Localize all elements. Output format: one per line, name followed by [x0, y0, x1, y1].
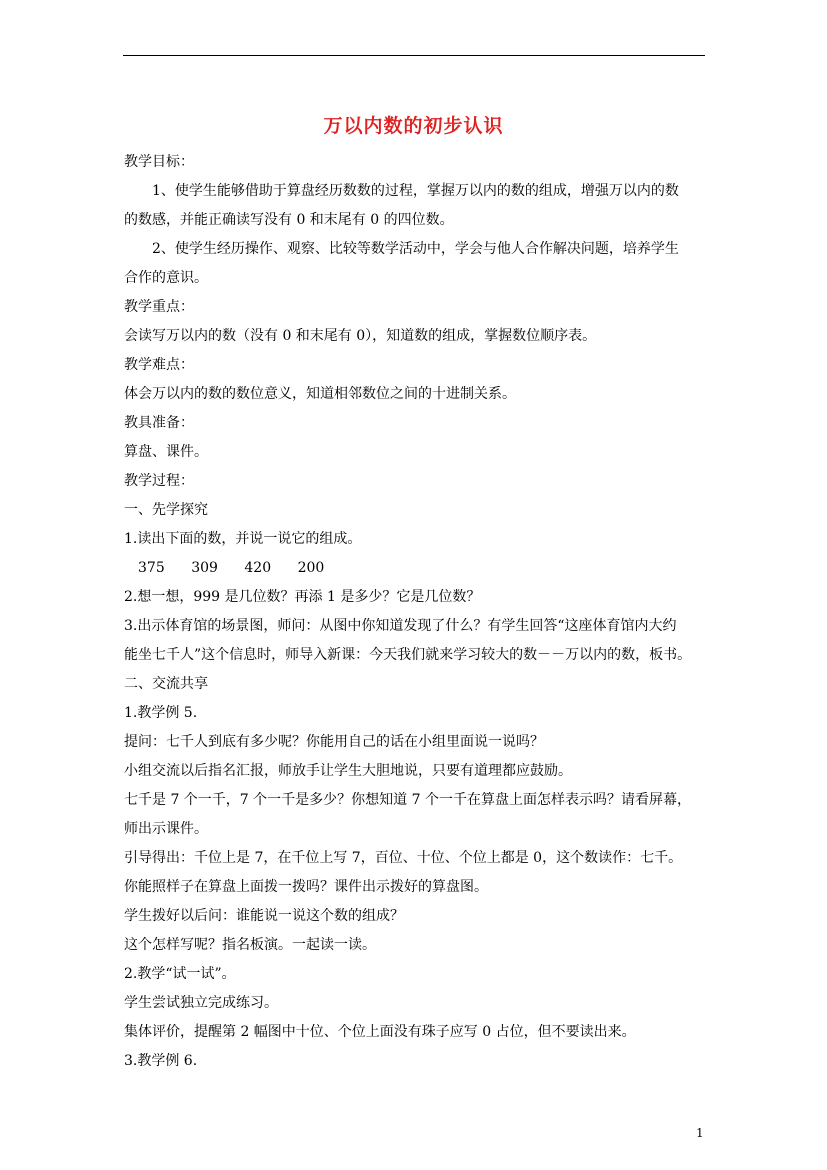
section-heading-process: 教学过程： — [124, 473, 194, 489]
header-rule — [123, 55, 705, 56]
number-item: 420 — [244, 560, 272, 576]
paragraph: 引导得出：千位上是 7，在千位上写 7，百位、十位、个位上都是 0，这个数读作：七千。 — [124, 850, 683, 866]
paragraph: 提问：七千人到底有多少呢？你能用自己的话在小组里面说一说吗？ — [124, 734, 544, 750]
paragraph: 学生尝试独立完成练习。 — [124, 995, 278, 1011]
paragraph: 会读写万以内的数（没有 0 和末尾有 0），知道数的组成，掌握数位顺序表。 — [124, 328, 597, 344]
paragraph: 学生拨好以后问：谁能说一说这个数的组成？ — [124, 908, 404, 924]
section-heading-part-two: 二、交流共享 — [124, 676, 208, 692]
paragraph: 体会万以内的数的数位意义，知道相邻数位之间的十进制关系。 — [124, 386, 516, 402]
paragraph: 你能照样子在算盘上面拨一拨吗？课件出示拨好的算盘图。 — [124, 879, 488, 895]
number-list — [124, 554, 704, 583]
paragraph: 1.教学例 5. — [124, 705, 198, 721]
paragraph: 算盘、课件。 — [124, 444, 208, 460]
paragraph: 小组交流以后指名汇报，师放手让学生大胆地说，只要有道理都应鼓励。 — [124, 763, 572, 779]
section-heading-objectives: 教学目标： — [124, 154, 194, 170]
paragraph: 1.读出下面的数，并说一说它的组成。 — [124, 531, 362, 547]
number-item: 200 — [297, 560, 325, 576]
paragraph: 2.教学“试一试”。 — [124, 966, 236, 982]
paragraph: 这个怎样写呢？指名板演。一起读一读。 — [124, 937, 376, 953]
document-title: 万以内数的初步认识 — [323, 115, 504, 137]
paragraph: 1、使学生能够借助于算盘经历数数的过程，掌握万以内的数的组成，增强万以内的数 — [152, 183, 679, 199]
paragraph: 2.想一想，999 是几位数？再添 1 是多少？它是几位数？ — [124, 589, 481, 605]
paragraph: 师出示课件。 — [124, 821, 208, 837]
paragraph: 3.教学例 6. — [124, 1053, 198, 1069]
paragraph: 3.出示体育馆的场景图，师问：从图中你知道发现了什么？有学生回答“这座体育馆内大约 — [124, 618, 677, 634]
section-heading-materials: 教具准备： — [124, 415, 194, 431]
paragraph: 七千是 7 个一千，7 个一千是多少？你想知道 7 个一千在算盘上面怎样表示吗？请看屏幕， — [124, 792, 691, 808]
document-body — [124, 148, 704, 1076]
number-item: 375 — [138, 560, 165, 576]
section-heading-part-one: 一、先学探究 — [124, 502, 208, 518]
paragraph: 集体评价，提醒第 2 幅图中十位、个位上面没有珠子应写 0 占位，但不要读出来。 — [124, 1024, 636, 1040]
paragraph: 的数感，并能正确读写没有 0 和末尾有 0 的四位数。 — [124, 212, 454, 228]
number-item: 309 — [191, 560, 218, 576]
section-heading-key-points: 教学重点： — [124, 299, 194, 315]
paragraph: 能坐七千人”这个信息时，师导入新课：今天我们就来学习较大的数－－万以内的数，板书。 — [124, 647, 692, 663]
section-heading-difficulties: 教学难点： — [124, 357, 194, 373]
page-number: 1 — [696, 1126, 704, 1140]
paragraph: 2、使学生经历操作、观察、比较等数学活动中，学会与他人合作解决问题，培养学生 — [152, 241, 679, 257]
paragraph: 合作的意识。 — [124, 270, 208, 286]
